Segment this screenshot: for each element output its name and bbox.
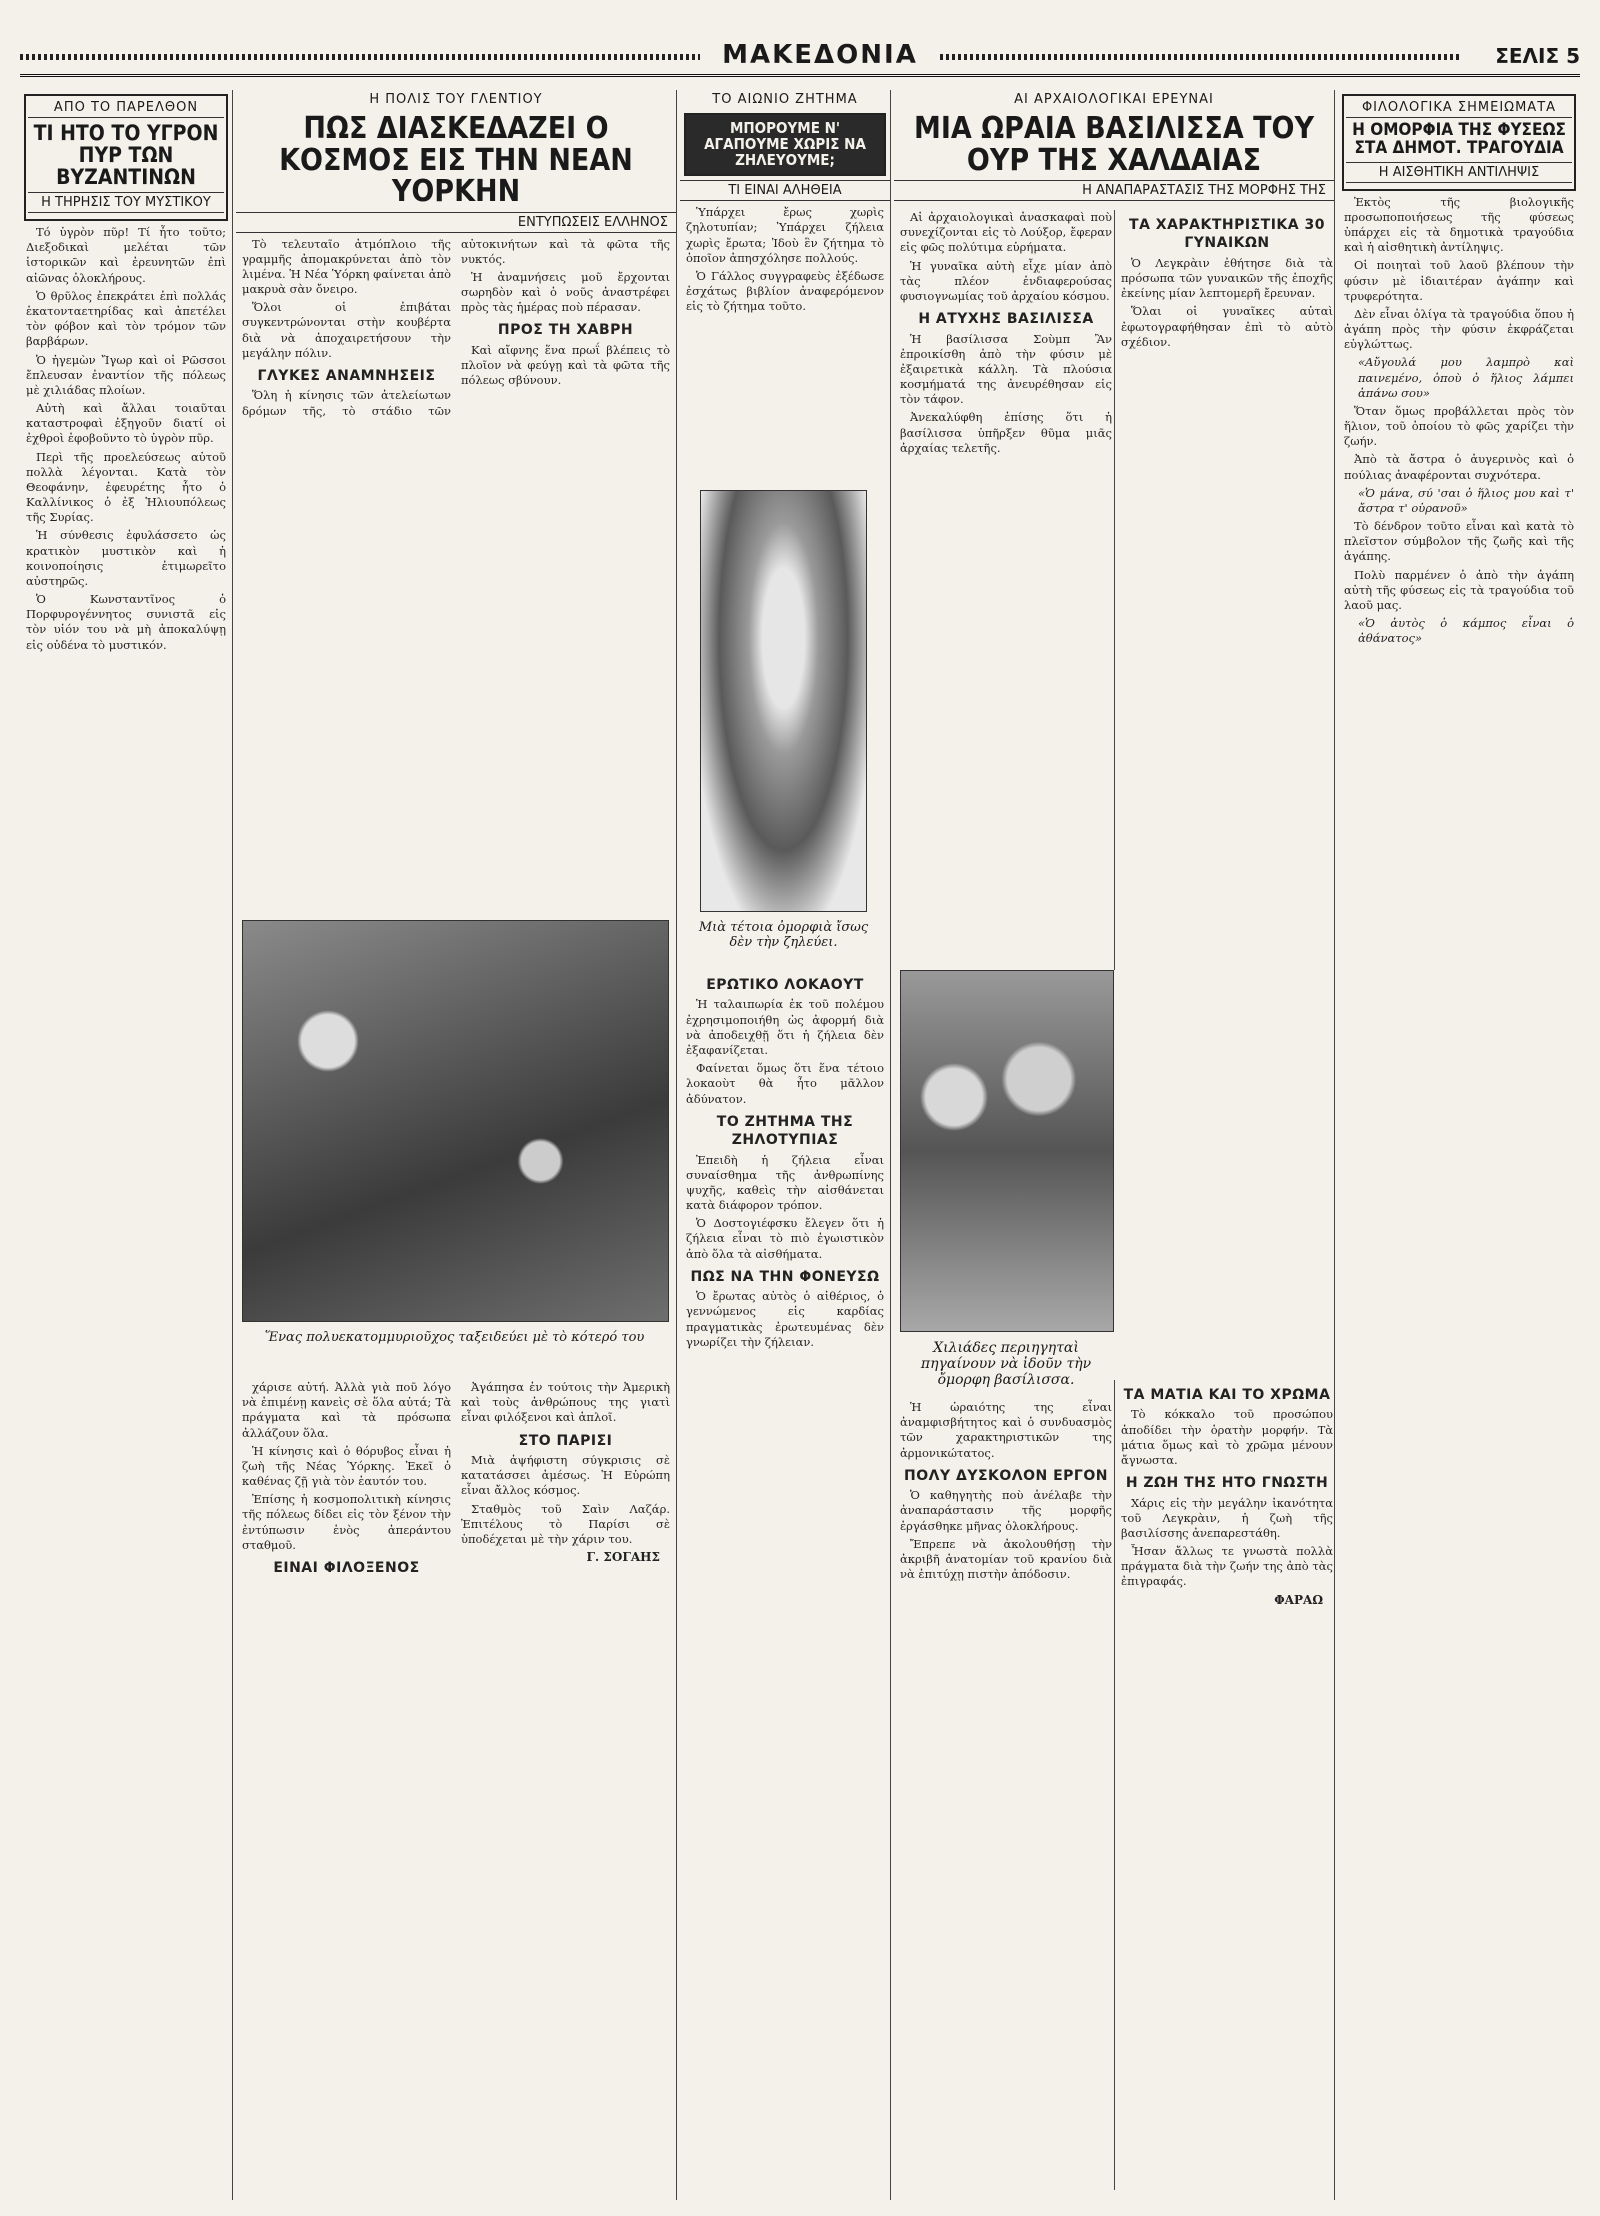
headline: ΜΠΟΡΟΥΜΕ Ν' ΑΓΑΠΟΥΜΕ ΧΩΡΙΣ ΝΑ ΖΗΛΕΥΟΥΜΕ; [704, 119, 866, 169]
kicker: ΑΠΟ ΤΟ ΠΑΡΕΛΘΟΝ [28, 98, 224, 118]
masthead [20, 40, 1580, 77]
paragraph: Ὅταν ὅμως προβάλλεται πρὸς τὸν ἥλιον, τοῦ ὁποίου τὸ φῶς χαρίζει τὴν ζωήν. [1344, 403, 1574, 449]
kicker: ΦΙΛΟΛΟΓΙΚΑ ΣΗΜΕΙΩΜΑΤΑ [1346, 98, 1572, 118]
section-heading: ΤΑ ΧΑΡΑΚΤΗΡΙΣΤΙΚΑ 30 ΓΥΝΑΙΚΩΝ [1129, 217, 1325, 252]
photo-caption: Χιλιάδες περιηγηταὶ πηγαίνουν νὰ ἰδοῦν τὴν ὄμορφη βασίλισσα. [920, 1340, 1092, 1388]
paragraph: Τὸ τελευταῖο ἀτμόπλοιο τῆς γραμμῆς ἀπομακρύνεται ἀπὸ τὸν λιμένα. Ἡ Νέα Ὑόρκη φαίνεται ἀπὸ μακρυὰ σὰν ὄνειρο. [242, 236, 451, 297]
paragraph: Τό ὑγρὸν πῦρ! Τί ἦτο τοῦτο; Διεξοδικαὶ μελέται τῶν ἱστορικῶν καὶ ἐρευνητῶν ἐπὶ αἰῶνας ὁλοκλήρους. [26, 225, 226, 285]
article-body [20, 225, 232, 653]
subhead: Η ΑΝΑΠΑΡΑΣΤΑΣΙΣ ΤΗΣ ΜΟΡΦΗΣ ΤΗΣ [894, 180, 1334, 201]
masthead-rule-right [940, 54, 1460, 60]
article-body-right-lower [1114, 1380, 1335, 2190]
article-body-lower [680, 970, 890, 1353]
column-new-york [236, 90, 677, 2200]
headline-box [1342, 94, 1576, 191]
paragraph: Χάρις εἰς τὴν μεγάλην ἱκανότητα τοῦ Λεγκρὰιν, ἡ ζωὴ τῆς βασιλίσσης ἀνεπαρεστάθη. [1121, 1495, 1333, 1540]
paragraph: Ἀνεκαλύφθη ἐπίσης ὅτι ἡ βασίλισσα ὑπῆρξεν θῦμα μιᾶς ἀρχαίας τελετῆς. [900, 410, 1112, 455]
subhead: Η ΑΙΣΘΗΤΙΚΗ ΑΝΤΙΛΗΨΙΣ [1346, 162, 1572, 183]
section-heading: ΓΛΥΚΕΣ ΑΝΑΜΝΗΣΕΙΣ [257, 367, 436, 384]
section-heading: ΕΙΝΑΙ ΦΙΛΟΞΕΝΟΣ [273, 1559, 420, 1576]
quote: «Αὔγουλά μου λαμπρὸ καὶ παινεμένο, ὁποὺ ὁ ἥλιος λάμπει ἀπάνω σου» [1358, 355, 1574, 400]
paragraph: Ὁ Λεγκρὰιν ἐθήτησε διὰ τὰ πρόσωπα τῶν γυναικῶν τῆς ἐποχῆς ἐκείνης μίαν λεπτομερῆ ἔρευναν. [1121, 255, 1333, 301]
quote: «Ὁ μάνα, σύ 'σαι ὁ ἥλιος μου καὶ τ' ἄστρα τ' οὐρανοῦ» [1358, 485, 1574, 515]
headline: ΤΙ ΗΤΟ ΤΟ ΥΓΡΟΝ ΠΥΡ ΤΩΝ ΒΥΖΑΝΤΙΝΩΝ [33, 121, 219, 190]
signature: Γ. ΣΟΓΑΗΣ [586, 1550, 660, 1565]
paragraph: Πολὺ παρμένεν ὁ ἀπὸ τὴν ἀγάπη αὐτὴ τῆς φύσεως εἰς τὰ τραγούδια τοῦ λαοῦ μας. [1344, 567, 1574, 612]
paragraph: χάρισε αὐτή. Ἀλλὰ γιὰ ποῦ λόγο νὰ ἐπιμένῃ κανεὶς σὲ ὅλα αὐτά; Τὰ πράγματα καὶ τὰ πρόσωπα ἀλλάζουν ὅλα. [242, 1380, 451, 1440]
paragraph: Ἀπὸ τὰ ἄστρα ὁ ἀυγερινὸς καὶ ὁ πούλιας ἀναφέρονται συχνότερα. [1344, 452, 1574, 482]
paragraph: Δὲν εἶναι ὀλίγα τὰ τραγούδια ὅπου ἡ ἀγάπη πρὸς τὴν φύσιν ἐκφράζεται εὐγλώττως. [1344, 306, 1574, 352]
queen-bust-photo [900, 970, 1114, 1332]
subhead: Η ΤΗΡΗΣΙΣ ΤΟΥ ΜΥΣΤΙΚΟΥ [28, 192, 224, 213]
page-number: ΣΕΛΙΣ 5 [1495, 44, 1580, 68]
headline: Η ΟΜΟΡΦΙΑ ΤΗΣ ΦΥΣΕΩΣ ΣΤΑ ΔΗΜΟΤ. ΤΡΑΓΟΥΔΙΑ [1352, 120, 1566, 158]
paragraph: Μιὰ ἀψήφιστη σύγκρισις σὲ κατατάσσει ἀμέσως. Ἡ Εὐρώπη εἶναι ἄλλος κόσμος. [461, 1452, 670, 1498]
article-body-right [1114, 210, 1335, 970]
paragraph: Ἐκτὸς τῆς βιολογικῆς προσωποποιήσεως τῆς φύσεως ὑπάρχει εἰς τὰ δημοτικὰ τραγούδια καὶ ἡ αἰσθητικὴ ἀντίληψις. [1344, 194, 1574, 255]
paragraph: Ὁ Δοστογιέφσκυ ἔλεγεν ὅτι ἡ ζήλεια εἶναι τὸ πιὸ ἐγωιστικὸν ἀπὸ ὅλα τὰ αἰσθήματα. [686, 1216, 884, 1261]
section-heading: ΠΡΟΣ ΤΗ ΧΑΒΡΗ [497, 322, 634, 339]
article-body-top [236, 237, 676, 927]
section-heading: ΕΡΩΤΙΚΟ ΛΟΚΑΟΥΤ [706, 977, 864, 993]
headline-box [684, 113, 886, 176]
article-body [1338, 195, 1580, 647]
paragraph: Σταθμὸς τοῦ Σαὶν Λαζάρ. Ἐπιτέλους τὸ Παρίσι σὲ ὑποδέχεται μὲ τὴν χάριν του. [461, 1501, 670, 1546]
article-body-bottom [236, 1380, 676, 2180]
headline: ΜΙΑ ΩΡΑΙΑ ΒΑΣΙΛΙΣΣΑ ΤΟΥ ΟΥΡ ΤΗΣ ΧΑΛΔΑΙΑΣ [913, 111, 1314, 178]
paragraph: Αἱ ἀρχαιολογικαὶ ἀνασκαφαὶ ποὺ συνεχίζονται εἰς τὸ Λούξορ, ἔφεραν εἰς φῶς πολύτιμα εὑρήματα. [900, 210, 1112, 255]
column-queen-of-ur [894, 90, 1335, 2200]
paragraph: Φαίνεται ὅμως ὅτι ἕνα τέτοιο λοκαοὺτ θὰ ἦτο μᾶλλον ἀδύνατον. [686, 1061, 884, 1106]
photo-caption: Ἕνας πολυεκατομμυριοῦχος ταξειδεύει μὲ τὸ κότερό του [264, 1330, 645, 1345]
kicker: ΤΟ ΑΙΩΝΙΟ ΖΗΤΗΜΑ [712, 92, 858, 107]
paragraph: Ἡ βασίλισσα Σοὺμπ Ἂν ἐπροικίσθη ἀπὸ τὴν φύσιν μὲ ἐξαιρετικὰ κάλλη. Τὰ πλούσια κοσμήματά της ἀνευρέθησαν εἰς τὸν τάφον. [900, 331, 1112, 407]
paragraph: Ὅλαι οἱ γυναῖκες αὐταὶ ἐφωτογραφήθησαν ἐπὶ τὸ αὐτὸ σχέδιον. [1121, 304, 1333, 349]
section-heading: ΠΩΣ ΝΑ ΤΗΝ ΦΟΝΕΥΣΩ [690, 1268, 880, 1285]
article-body-left [894, 210, 1118, 910]
paragraph: Ἡ κίνησις καὶ ὁ θόρυβος εἶναι ἡ ζωὴ τῆς Νέας Ὑόρκης. Ἐκεῖ ὁ καθένας ζῇ γιὰ τὸν ἑαυτόν του. [242, 1443, 451, 1489]
paragraph: Ἡ γυναῖκα αὐτὴ εἶχε μίαν ἀπὸ τὰς πλέον ἐνδιαφερούσας φυσιογνωμίας τοῦ ἀρχαίου κόσμου. [900, 258, 1112, 303]
newspaper-name: ΜΑΚΕΔΟΝΙΑ [722, 40, 918, 70]
section-heading: ΤΟ ΖΗΤΗΜΑ ΤΗΣ ΖΗΛΟΤΥΠΙΑΣ [716, 1113, 854, 1149]
headline: ΠΩΣ ΔΙΑΣΚΕΔΑΖΕΙ Ο ΚΟΣΜΟΣ ΕΙΣ ΤΗΝ ΝΕΑΝ ΥΟΡΚΗΝ [279, 111, 633, 209]
paragraph: Ὁ Κωνσταντῖνος ὁ Πορφυρογέννητος συνιστᾶ εἰς τὸν υἱόν του νὰ μὴ ἀποκαλύψῃ εἰς οὐδένα τὸ μυστικόν. [26, 592, 226, 652]
paragraph: Αὐτὴ καὶ ἄλλαι τοιαῦται καταστροφαὶ ἐξηγοῦν διατί οἱ ἐχθροὶ ἐφοβοῦντο τὸ ὑγρὸν πῦρ. [26, 401, 226, 446]
paragraph: Ἡ ἀναμνήσεις μοῦ ἔρχονται σωρηδὸν καὶ ὁ νοῦς ἀναστρέφει πρὸς τὰς ἡμέρας ποὺ πέρασαν. [461, 269, 670, 315]
subhead: ΕΝΤΥΠΩΣΕΙΣ ΕΛΛΗΝΟΣ [236, 212, 676, 233]
column-jealousy [680, 90, 891, 2200]
paragraph: Τὸ κόκκαλο τοῦ προσώπου ἀποδίδει τὴν ὁρατὴν μορφήν. Τὰ μάτια ὅμως καὶ τὸ χρῶμα μένουν ἄγνωστα. [1121, 1407, 1333, 1467]
paragraph: Ὁ Γάλλος συγγραφεὺς ἐξέδωσε ἐσχάτως βιβλίον ἀναφερόμενον εἰς τὸ ζήτημα τοῦτο. [686, 268, 884, 314]
article-body [680, 205, 890, 314]
paragraph: Ἐπειδὴ ἡ ζήλεια εἶναι συναίσθημα τῆς ἀνθρωπίνης ψυχῆς, καθεὶς τὴν αἰσθάνεται κατὰ διάφορον τρόπον. [686, 1152, 884, 1213]
paragraph: Ἦσαν ἄλλως τε γνωστὰ πολλὰ πράγματα διὰ τὴν ζωήν της ἀπὸ τὰς ἐπιγραφάς. [1121, 1544, 1333, 1589]
paragraph: Περὶ τῆς προελεύσεως αὐτοῦ πολλὰ λέγονται. Κατὰ τὸν Θεοφάνην, ἐφευρέτης ἦτο ὁ Καλλίνικος ὁ ἐξ Ἡλιουπόλεως τῆς Συρίας. [26, 449, 226, 525]
column-byzantine-fire [20, 90, 233, 2200]
photo-caption: Μιὰ τέτοια ὀμορφιὰ ἴσως δὲν τὴν ζηλεύει. [698, 920, 869, 950]
woman-portrait-photo [700, 490, 867, 912]
signature: ΦΑΡΑΩ [1274, 1592, 1323, 1607]
article-body-left-lower [894, 1400, 1118, 2190]
paragraph: Καὶ αἴφνης ἕνα πρωΐ βλέπεις τὸ πλοῖον νὰ φεύγῃ καὶ τὰ φῶτα τῆς πόλεως σβύνουν. [461, 342, 670, 388]
paragraph: Ἡ ὡραιότης της εἶναι ἀναμφισβήτητος καὶ ὁ συνδυασμὸς τῶν χαρακτηριστικῶν της ἀρμονικώτατος. [900, 1400, 1112, 1460]
paragraph: Ὑπάρχει ἔρως χωρὶς ζηλοτυπίαν; Ὑπάρχει ζήλεια χωρὶς ἔρωτα; Ἰδοὺ ἓν ζήτημα τὸ ὁποῖον ἀπησχόλησε πολλούς. [686, 205, 884, 265]
section-heading: ΠΟΛΥ ΔΥΣΚΟΛΟΝ ΕΡΓΟΝ [904, 1467, 1108, 1484]
section-heading: Η ΑΤΥΧΗΣ ΒΑΣΙΛΙΣΣΑ [918, 311, 1094, 328]
kicker: ΑΙ ΑΡΧΑΙΟΛΟΓΙΚΑΙ ΕΡΕΥΝΑΙ [1014, 92, 1214, 107]
yacht-photo [242, 920, 669, 1322]
paragraph: Ὅλοι οἱ ἐπιβάται συγκεντρώνονται στὴν κουβέρτα διὰ νὰ ἀποχαιρετήσουν τὴν μεγάλην πόλιν. [242, 300, 451, 360]
headline-box [24, 94, 228, 221]
paragraph: Ἔπρεπε νὰ ἀκολουθήσῃ τὴν ἀκριβῆ ἀνατομίαν τοῦ κρανίου διὰ νὰ ἐπιτύχῃ πιστὴν ἀπόδοσιν. [900, 1536, 1112, 1582]
paragraph: Ὅλη ἡ κίνησις τῶν ἀτελείωτων δρόμων τῆς, τὸ στάδιο τῶν αὐτοκινήτων καὶ τὰ φῶτα τῆς νυκτός. [242, 236, 670, 418]
section-heading: Η ΖΩΗ ΤΗΣ ΗΤΟ ΓΝΩΣΤΗ [1125, 1475, 1329, 1492]
masthead-rule-left [20, 54, 700, 60]
kicker: Η ΠΟΛΙΣ ΤΟΥ ΓΛΕΝΤΙΟΥ [369, 92, 543, 107]
paragraph: Ἀγάπησα ἐν τούτοις τὴν Ἀμερικὴ καὶ τοὺς ἀνθρώπους της γιατὶ εἶναι φιλόξενοι καὶ ἁπλοῖ. [461, 1380, 670, 1425]
subhead: ΤΙ ΕΙΝΑΙ ΑΛΗΘΕΙΑ [680, 180, 890, 201]
section-heading: ΤΑ ΜΑΤΙΑ ΚΑΙ ΤΟ ΧΡΩΜΑ [1123, 1387, 1331, 1403]
paragraph: Οἱ ποιηταὶ τοῦ λαοῦ βλέπουν τὴν φύσιν μὲ ἰδιαιτέραν ἀγάπην καὶ τρυφερότητα. [1344, 258, 1574, 303]
paragraph: Ἡ σύνθεσις ἐφυλάσσετο ὡς κρατικὸν μυστικὸν καὶ ἡ κοινοποίησις ἐτιμωρεῖτο αὐστηρῶς. [26, 528, 226, 588]
paragraph: Ὁ καθηγητὴς ποὺ ἀνέλαβε τὴν ἀναπαράστασιν τῆς μορφῆς ἐργάσθηκε μῆνας ὁλοκλήρους. [900, 1488, 1112, 1533]
paragraph: Ὁ θρῦλος ἐπεκράτει ἐπὶ πολλάς ἑκατονταετηρίδας καὶ ἀπετέλει τὸν φόβον καὶ τὸν τρόμον τῶν βαρβάρων. [26, 288, 226, 349]
paragraph: Ὁ ἡγεμὼν Ἴγωρ καὶ οἱ Ρῶσσοι ἔπλευσαν ἐναντίον τῆς πόλεως μὲ χιλιάδας πλοίων. [26, 352, 226, 397]
paragraph: Ἐπίσης ἡ κοσμοπολιτικὴ κίνησις τῆς πόλεως δίδει εἰς τὸν ξένον τὴν ἐντύπωσιν ἑνὸς ἀπεράντου σταθμοῦ. [242, 1492, 451, 1552]
paragraph: Ὁ ἔρωτας αὐτὸς ὁ αἰθέριος, ὁ γεννώμενος εἰς καρδίας πραγματικὰς ἐρωτευμένας δὲν γνωρίζει τὴν ζήλειαν. [686, 1289, 884, 1349]
quote: «Ὁ ἀυτὸς ὁ κάμπος εἶναι ὁ ἀθάνατος» [1358, 616, 1574, 646]
section-heading: ΣΤΟ ΠΑΡΙΣΙ [518, 1432, 613, 1449]
paragraph: Τὸ δένδρον τοῦτο εἶναι καὶ κατὰ τὸ πλεῖστον σύμβολον τῆς ζωῆς καὶ τῆς ἀγάπης. [1344, 519, 1574, 564]
column-folk-songs [1338, 90, 1580, 2200]
paragraph: Ἡ ταλαιπωρία ἐκ τοῦ πολέμου ἐχρησιμοποιήθη ὡς ἀφορμή διὰ νὰ ἀποδειχθῇ ὅτι ἡ ζήλεια δὲν ἐξαφανίζεται. [686, 997, 884, 1057]
